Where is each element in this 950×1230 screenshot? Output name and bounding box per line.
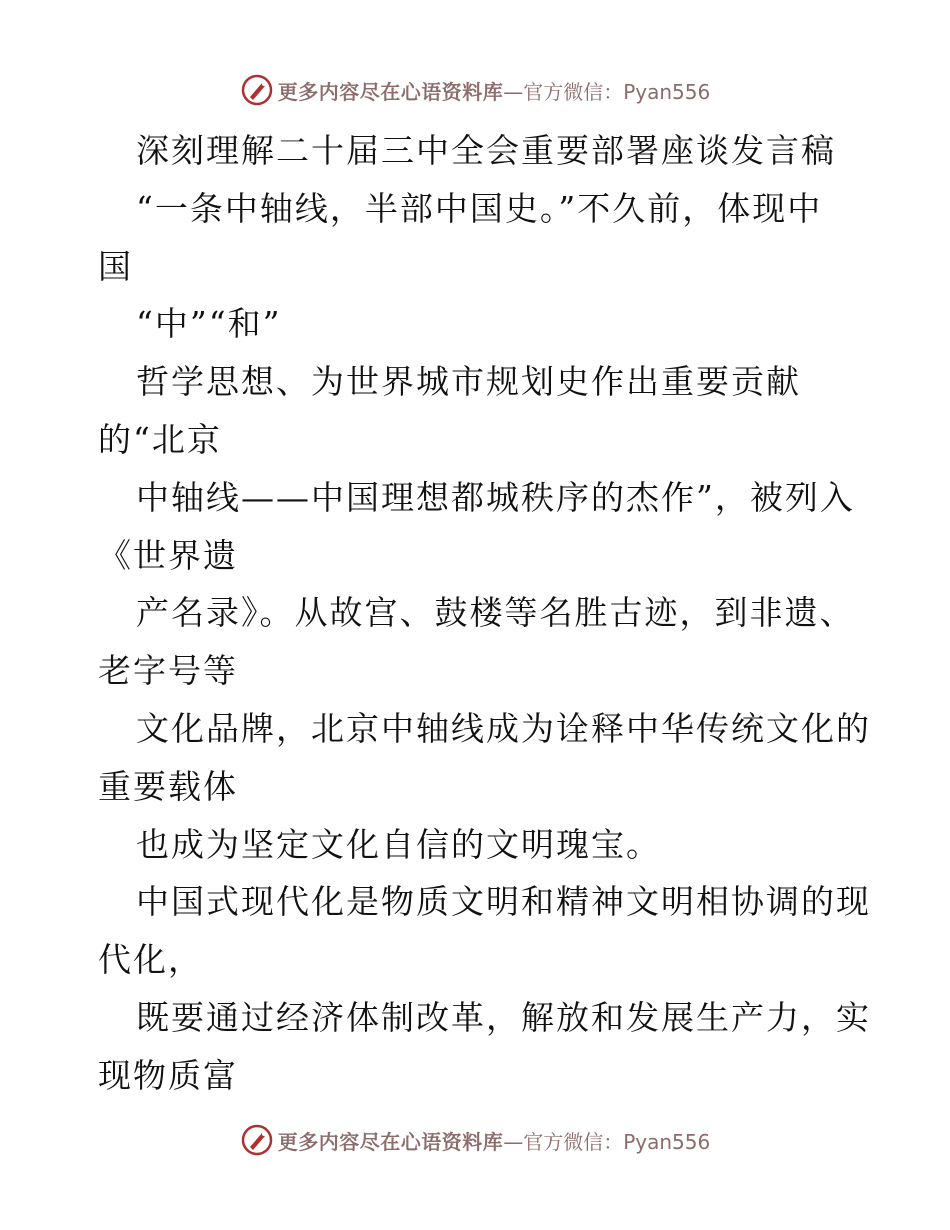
text-line-5: 哲学思想、为世界城市规划史作出重要贡献 xyxy=(136,362,801,402)
footer-wechat-text: —官方微信：Pyan556 xyxy=(503,1129,711,1154)
text-line-16: 既要通过经济体制改革，解放和发展生产力，实 xyxy=(136,997,871,1037)
footer-banner-text: 更多内容尽在心语资料库 xyxy=(277,1129,504,1154)
text-line-14: 中国式现代化是物质文明和精神文明相协调的现 xyxy=(136,882,871,922)
text-line-10: 老字号等 xyxy=(98,651,238,691)
text-line-2: “一条中轴线，半部中国史。”不久前，体现中 xyxy=(136,188,823,228)
text-line-8: 《世界遗 xyxy=(98,535,238,575)
header-banner xyxy=(0,70,950,110)
pen-logo-icon xyxy=(240,1123,274,1157)
text-line-6: 的“北京 xyxy=(98,419,222,459)
text-line-12: 重要载体 xyxy=(98,766,238,806)
text-line-15: 代化， xyxy=(98,940,203,980)
pen-logo-icon xyxy=(240,73,274,107)
header-banner-text: 更多内容尽在心语资料库 xyxy=(277,79,504,104)
footer-banner xyxy=(0,1120,950,1160)
text-line-13: 也成为坚定文化自信的文明瑰宝。 xyxy=(136,824,661,864)
text-line-11: 文化品牌，北京中轴线成为诠释中华传统文化的 xyxy=(136,708,871,748)
document-body xyxy=(98,122,871,1105)
header-wechat-text: —官方微信：Pyan556 xyxy=(503,79,711,104)
text-line-17: 现物质富 xyxy=(98,1055,238,1095)
text-line-9: 产名录》。从故宫、鼓楼等名胜古迹，到非遗、 xyxy=(136,593,855,633)
text-line-3: 国 xyxy=(98,246,133,286)
text-line-7: 中轴线——中国理想都城秩序的杰作”，被列入 xyxy=(136,477,855,517)
text-line-1: 深刻理解二十届三中全会重要部署座谈发言稿 xyxy=(136,131,836,170)
text-line-4: “中”“和” xyxy=(136,304,282,344)
